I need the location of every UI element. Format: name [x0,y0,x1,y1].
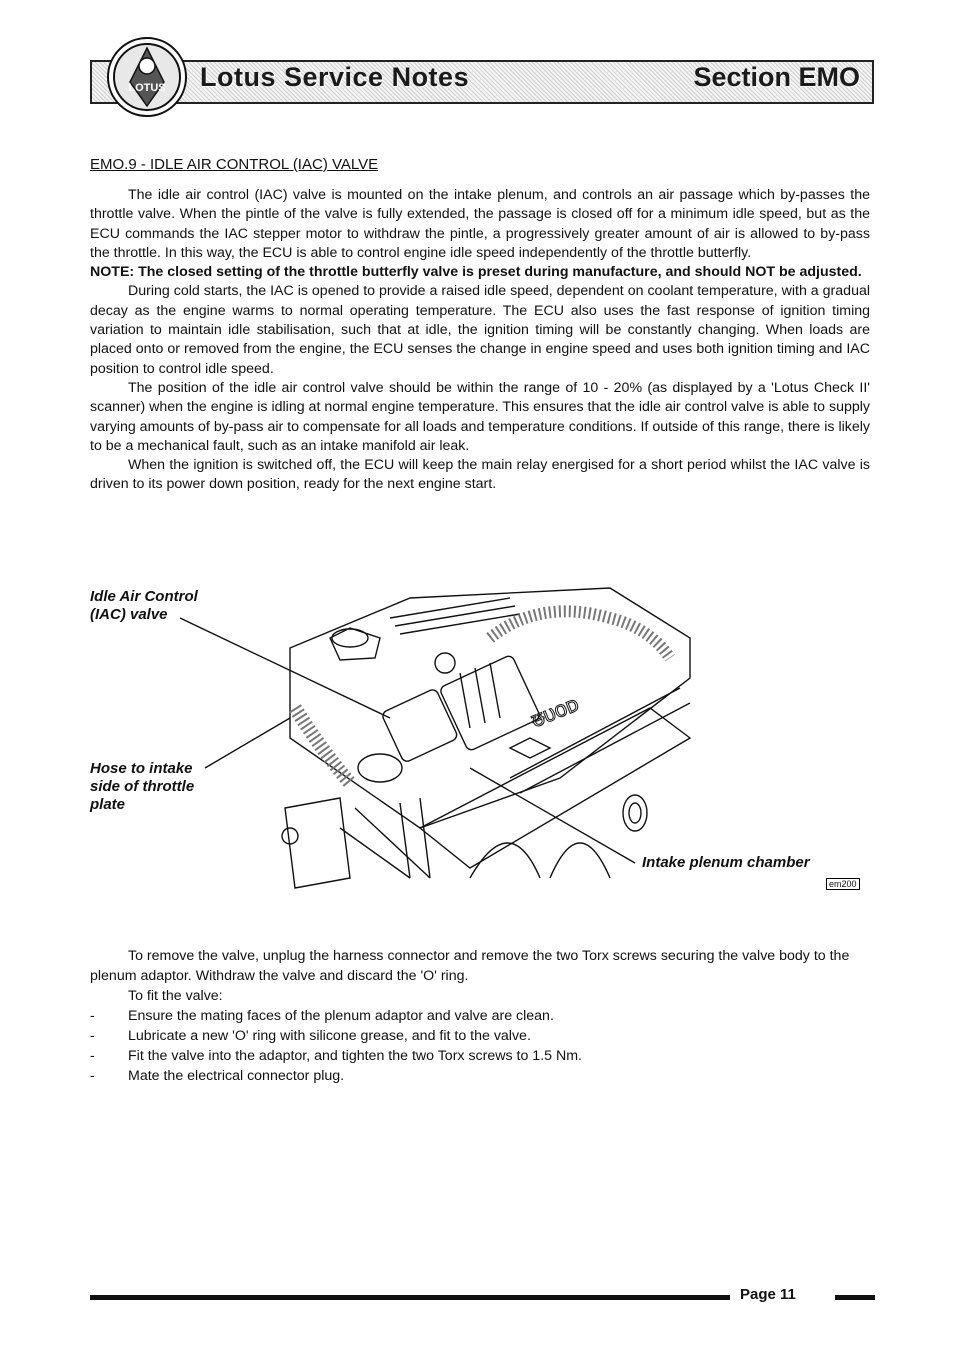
label-intake-plenum: Intake plenum chamber [642,854,810,871]
banner-section: Section EMO [693,62,860,92]
paragraph-1: The idle air control (IAC) valve is mounted on the intake plenum, and controls an air passage which by-passes the throttle valve. When the pintle of the valve is fully extended, the passage is closed off for a minimum idle speed, but as the ECU commands the IAC stepper motor to withdraw the pintle, a progressively greater amount of air is allowed to by-pass the throttle. In this way, the ECU is able to control engine idle speed independently of the throttle butterfly. [90,187,870,261]
removal-paragraph: To remove the valve, unplug the harness connector and remove the two Torx screws securing the valve body to the plenum adaptor. Withdraw the valve and discard the 'O' ring. [90,948,850,984]
fit-steps-list [90,1006,870,1086]
list-dash: - [90,1068,95,1084]
list-item [90,1006,870,1026]
leader-iac [180,618,390,718]
engine-drawing [90,578,880,898]
body-text [90,186,870,495]
step-text: Mate the electrical connector plug. [128,1068,345,1084]
list-dash: - [90,1048,95,1064]
paragraph-2: During cold starts, the IAC is opened to provide a raised idle speed, dependent on coolant temperature, with a gradual decay as the engine warms to normal operating temperature. The ECU also uses the fast response of ignition timing variation to maintain idle stabilisation, such that at idle, the ignition timing will be constantly changing. When loads are placed onto or removed from the engine, the ECU senses the change in engine speed and uses both ignition timing and IAC position to control idle speed. [90,283,870,377]
label-iac-line2: (IAC) valve [90,606,168,623]
section-heading: EMO.9 - IDLE AIR CONTROL (IAC) VALVE [90,156,379,173]
paragraph-4: When the ignition is switched off, the ECU will keep the main relay energised for a short period whilst the IAC valve is driven to its power down position, ready for the next engine start. [90,457,870,493]
label-hose-line3: plate [90,796,126,813]
label-iac-line1: Idle Air Control [90,588,198,605]
label-hose-line1: Hose to intake [90,760,193,777]
logo-text: LOTUS [128,82,166,94]
step-text: Lubricate a new 'O' ring with silicone grease, and fit to the valve. [128,1028,531,1044]
list-dash: - [90,1028,95,1044]
list-dash: - [90,1008,95,1024]
banner-title: Lotus Service Notes [200,62,470,92]
engine-illustration [90,578,880,898]
lotus-logo [106,36,188,118]
leader-plenum [470,768,635,863]
label-iac-valve [90,588,198,624]
step-text: Ensure the mating faces of the plenum adaptor and valve are clean. [128,1008,554,1024]
footer-rule-right [835,1295,875,1300]
label-hose-line2: side of throttle [90,778,195,795]
paragraph-3: The position of the idle air control valve should be within the range of 10 - 20% (as displayed by a 'Lotus Check II' scanner) when the engine is idling at normal engine temperature. This ensures that the idle air control valve is able to supply varying amounts of by-pass air to compensate for all loads and temperature conditions. If outside of this range, there is likely to be a mechanical fault, such as an intake manifold air leak. [90,379,870,454]
note: NOTE: The closed setting of the throttle butterfly valve is preset during manufacture, and should NOT be adjusted. [90,264,862,281]
svg-text:ᵿᴜᴏᴅ: ᵿᴜᴏᴅ [527,690,583,733]
page-number: Page 11 [740,1286,796,1303]
fit-intro: To fit the valve: [128,988,223,1004]
label-hose [90,760,194,814]
list-item [90,1066,870,1086]
list-item [90,1046,870,1066]
procedure-text [90,946,870,1086]
leader-hose [205,718,290,768]
footer-rule-left [90,1295,730,1300]
list-item [90,1026,870,1046]
step-text: Fit the valve into the adaptor, and tighten the two Torx screws to 1.5 Nm. [128,1048,582,1064]
figure-reference: em200 [826,878,860,890]
